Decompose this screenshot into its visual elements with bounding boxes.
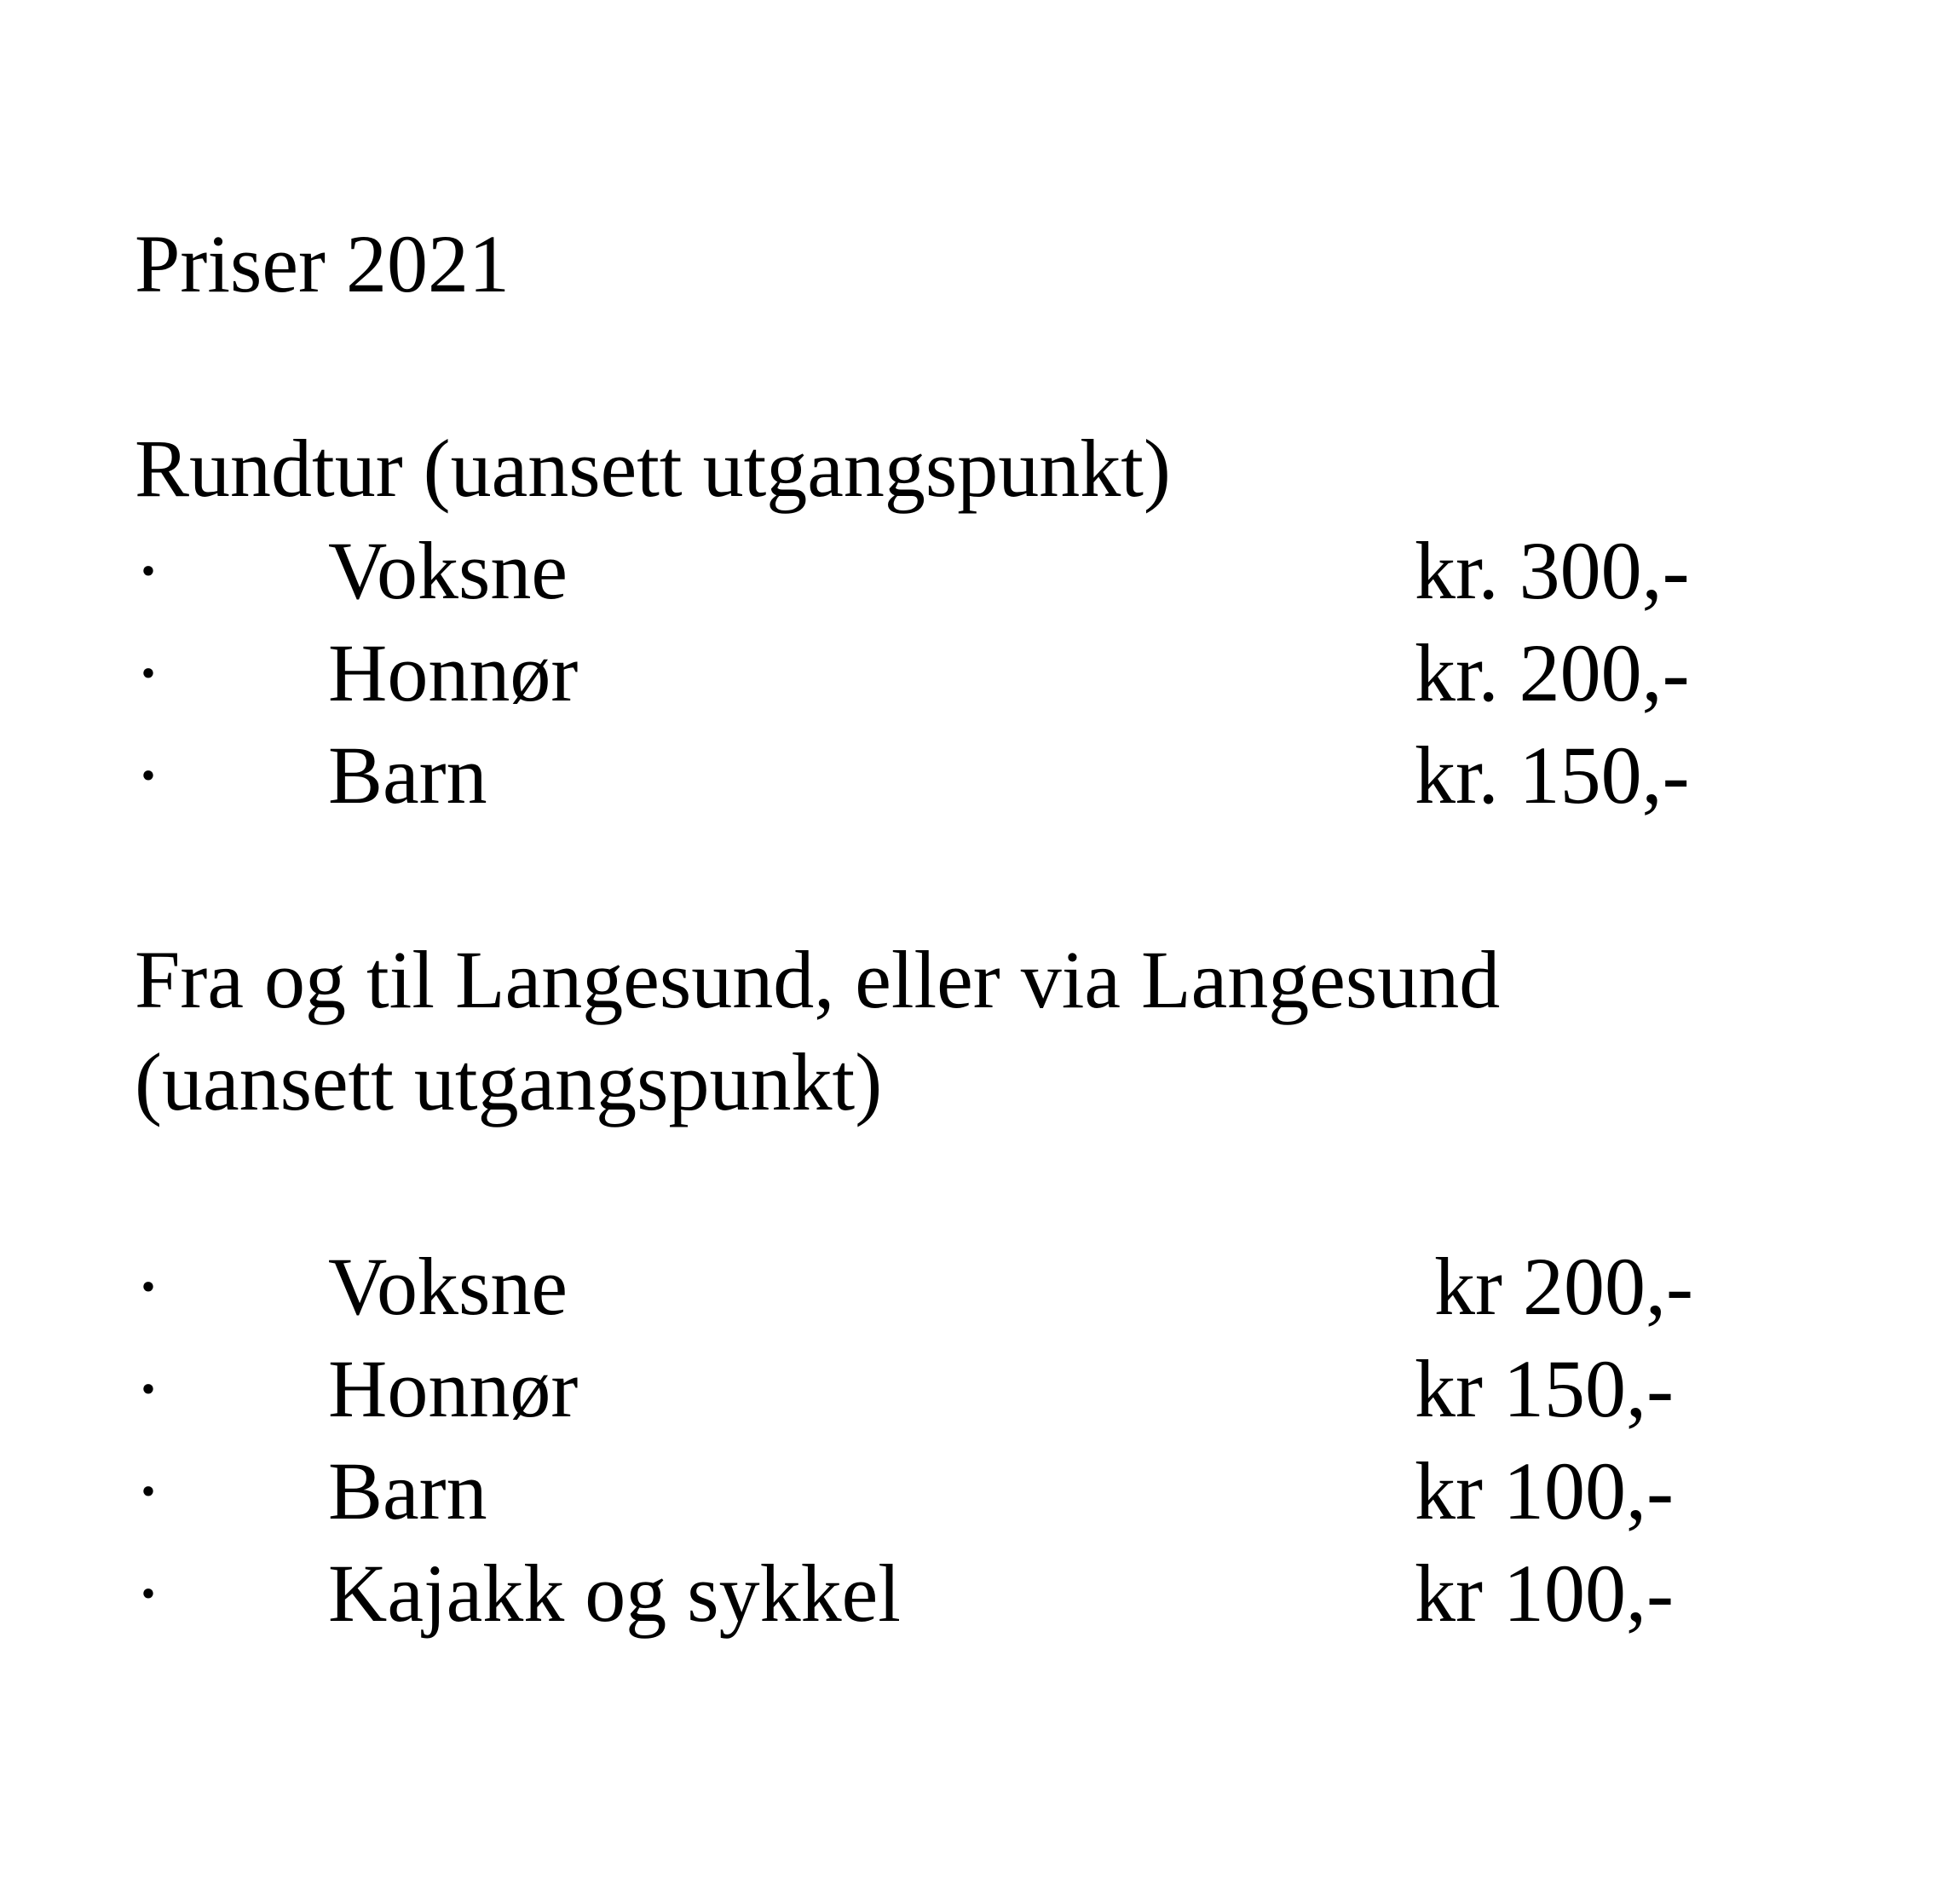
- price-label: Honnør: [328, 1343, 579, 1434]
- bullet: ·: [135, 627, 162, 718]
- price-row: [0, 729, 1960, 828]
- bullet: ·: [135, 1241, 162, 1332]
- price-label: Honnør: [328, 627, 579, 718]
- price-row: [0, 1548, 1960, 1646]
- bullet: ·: [135, 1548, 162, 1639]
- section-heading-continued: (uansett utgangspunkt): [135, 1036, 883, 1127]
- price-row: [0, 1241, 1960, 1340]
- price-row: [0, 1445, 1960, 1544]
- price-value: kr 100,-: [1415, 1548, 1674, 1639]
- price-label: Voksne: [328, 525, 568, 616]
- price-value: kr. 150,-: [1415, 729, 1690, 821]
- price-label: Barn: [328, 729, 487, 821]
- price-label: Barn: [328, 1445, 487, 1536]
- price-value: kr. 300,-: [1415, 525, 1690, 616]
- price-value: kr 150,-: [1415, 1343, 1674, 1434]
- price-value: kr 100,-: [1415, 1445, 1674, 1536]
- price-row: [0, 627, 1960, 726]
- section-heading: Rundtur (uansett utgangspunkt): [135, 423, 1171, 514]
- price-row: [0, 1343, 1960, 1442]
- price-value: kr. 200,-: [1415, 627, 1690, 718]
- price-row: [0, 525, 1960, 624]
- bullet: ·: [135, 525, 162, 616]
- section-heading: Fra og til Langesund, eller via Langesund: [135, 934, 1501, 1025]
- bullet: ·: [135, 1445, 162, 1536]
- price-label: Voksne: [328, 1241, 568, 1332]
- bullet: ·: [135, 729, 162, 821]
- bullet: ·: [135, 1343, 162, 1434]
- page-title: Priser 2021: [135, 218, 510, 309]
- price-label: Kajakk og sykkel: [328, 1548, 901, 1639]
- price-value: kr 200,-: [1434, 1241, 1693, 1332]
